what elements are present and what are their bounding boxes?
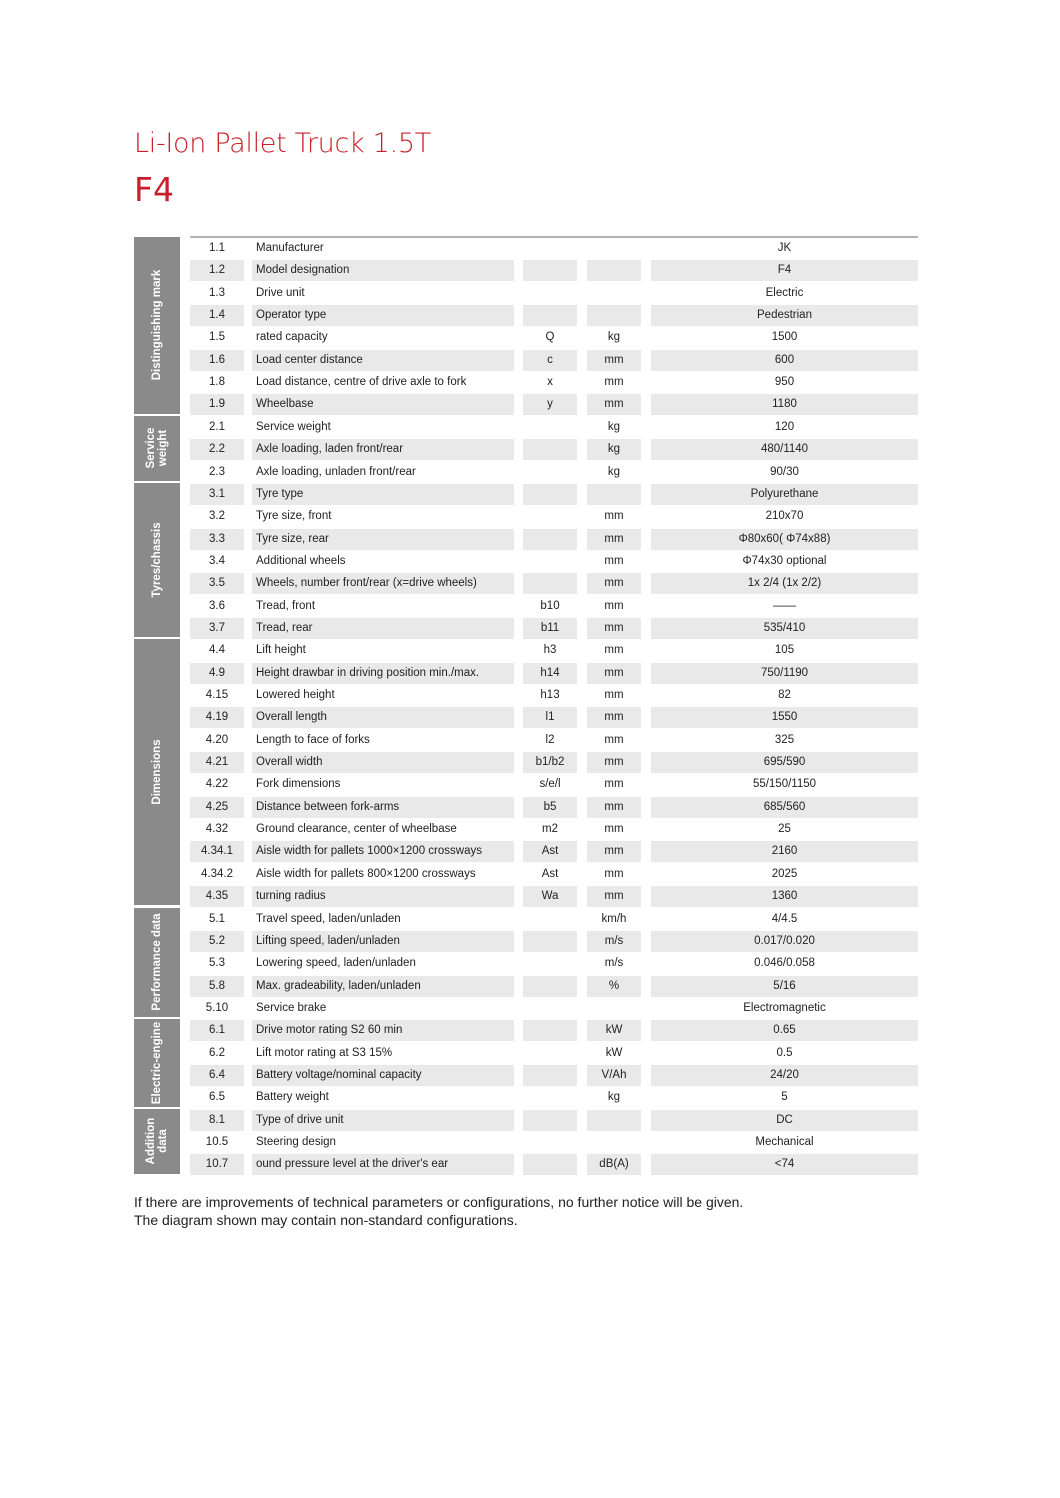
row-value: Mechanical bbox=[755, 1136, 814, 1148]
table-row bbox=[190, 326, 918, 348]
row-description: Operator type bbox=[252, 305, 514, 326]
row-description: Service brake bbox=[256, 1001, 327, 1014]
row-unit: dB(A) bbox=[587, 1154, 641, 1175]
row-unit bbox=[587, 998, 641, 1019]
table-row bbox=[190, 930, 918, 952]
row-value: Φ80x60( Φ74x88) bbox=[651, 529, 918, 550]
row-number: 5.3 bbox=[209, 957, 225, 970]
row-description: Service weight bbox=[256, 420, 331, 433]
row-symbol bbox=[523, 484, 577, 505]
row-value: 950 bbox=[774, 376, 795, 389]
row-value: Electromagnetic bbox=[743, 1001, 826, 1014]
row-unit: mm bbox=[587, 707, 641, 728]
row-description: Aisle width for pallets 800×1200 crossways bbox=[256, 867, 476, 880]
row-symbol bbox=[523, 305, 577, 326]
row-unit: kg bbox=[607, 1091, 621, 1104]
row-description: Battery weight bbox=[256, 1091, 329, 1104]
section-group bbox=[134, 237, 180, 416]
row-description: Type of drive unit bbox=[252, 1110, 514, 1131]
row-symbol bbox=[523, 931, 577, 952]
row-number: 10.7 bbox=[190, 1154, 244, 1175]
row-unit: mm bbox=[587, 752, 641, 773]
row-description: Tyre size, front bbox=[256, 510, 332, 523]
row-symbol bbox=[523, 462, 577, 483]
row-number: 3.2 bbox=[209, 510, 225, 523]
row-number: 1.6 bbox=[190, 350, 244, 371]
table-row bbox=[190, 416, 918, 438]
model-name: F4 bbox=[134, 170, 174, 209]
row-unit: mm bbox=[587, 618, 641, 639]
row-number: 4.21 bbox=[190, 752, 244, 773]
row-number: 2.1 bbox=[209, 420, 225, 433]
row-symbol: m2 bbox=[542, 823, 558, 836]
row-unit: % bbox=[587, 976, 641, 997]
row-number: 4.15 bbox=[205, 689, 229, 701]
table-row bbox=[190, 952, 918, 974]
row-symbol: Q bbox=[545, 331, 555, 344]
section-label: Electric-engine bbox=[151, 1021, 163, 1105]
row-description: Aisle width for pallets 1000×1200 crossways bbox=[252, 841, 514, 862]
row-description: Lift motor rating at S3 15% bbox=[256, 1046, 393, 1059]
table-row bbox=[190, 706, 918, 728]
table-row bbox=[190, 237, 918, 259]
row-description: Overall length bbox=[252, 707, 514, 728]
row-unit: mm bbox=[604, 644, 624, 657]
table-row bbox=[190, 595, 918, 617]
row-number: 5.1 bbox=[209, 912, 225, 925]
row-symbol bbox=[523, 283, 577, 304]
row-number: 1.5 bbox=[209, 331, 225, 344]
row-number: 4.20 bbox=[205, 733, 229, 746]
row-number: 4.4 bbox=[209, 644, 225, 657]
row-number: 4.32 bbox=[205, 823, 229, 836]
section-group bbox=[134, 639, 180, 907]
row-symbol: Ast bbox=[523, 841, 577, 862]
row-description: Wheelbase bbox=[252, 394, 514, 415]
row-description: Tread, front bbox=[256, 599, 316, 612]
row-unit: km/h bbox=[601, 912, 627, 925]
row-number: 1.3 bbox=[209, 286, 225, 299]
row-unit: mm bbox=[604, 689, 624, 701]
row-description: ound pressure level at the driver's ear bbox=[252, 1154, 514, 1175]
row-unit: mm bbox=[604, 376, 624, 389]
row-unit: m/s bbox=[587, 931, 641, 952]
row-number: 4.35 bbox=[190, 886, 244, 907]
row-symbol bbox=[523, 1043, 577, 1064]
row-value: 0.017/0.020 bbox=[651, 931, 918, 952]
row-number: 3.3 bbox=[190, 529, 244, 550]
table-row bbox=[190, 773, 918, 795]
table-row bbox=[190, 1086, 918, 1108]
row-symbol: y bbox=[523, 394, 577, 415]
row-value: 1500 bbox=[771, 331, 798, 344]
table-row bbox=[190, 751, 918, 773]
row-number: 3.6 bbox=[209, 599, 225, 612]
row-value: Polyurethane bbox=[651, 484, 918, 505]
row-symbol bbox=[523, 529, 577, 550]
row-number: 6.5 bbox=[209, 1091, 225, 1104]
table-row bbox=[190, 483, 918, 505]
table-row bbox=[190, 1109, 918, 1131]
row-symbol: h13 bbox=[540, 689, 560, 701]
row-symbol bbox=[523, 238, 577, 259]
row-unit bbox=[587, 283, 641, 304]
row-unit: mm bbox=[587, 529, 641, 550]
table-row bbox=[190, 975, 918, 997]
row-unit: mm bbox=[604, 554, 624, 567]
row-unit: mm bbox=[587, 841, 641, 862]
row-description: Max. gradeability, laden/unladen bbox=[252, 976, 514, 997]
row-unit: mm bbox=[604, 867, 624, 880]
table-row bbox=[190, 349, 918, 371]
row-description: Axle loading, unladen front/rear bbox=[256, 465, 416, 478]
row-unit: mm bbox=[604, 778, 624, 791]
row-description: Battery voltage/nominal capacity bbox=[252, 1065, 514, 1086]
table-row bbox=[190, 304, 918, 326]
row-symbol bbox=[523, 953, 577, 974]
section-group bbox=[134, 416, 180, 483]
row-value: 1180 bbox=[651, 394, 918, 415]
row-value: Φ74x30 optional bbox=[742, 554, 827, 567]
section-group bbox=[134, 1109, 180, 1176]
row-value: DC bbox=[651, 1110, 918, 1131]
row-symbol: l2 bbox=[545, 733, 555, 746]
row-number: 4.34.2 bbox=[201, 867, 233, 880]
row-unit: V/Ah bbox=[587, 1065, 641, 1086]
row-symbol: b1/b2 bbox=[523, 752, 577, 773]
row-symbol: h14 bbox=[523, 663, 577, 684]
row-number: 4.9 bbox=[190, 663, 244, 684]
row-unit: kW bbox=[587, 1020, 641, 1041]
row-description: Tyre size, rear bbox=[252, 529, 514, 550]
row-number: 5.2 bbox=[190, 931, 244, 952]
row-description: Tyre type bbox=[252, 484, 514, 505]
row-value: 2160 bbox=[651, 841, 918, 862]
row-value: 90/30 bbox=[770, 465, 799, 478]
row-description: Fork dimensions bbox=[256, 778, 341, 791]
table-row bbox=[190, 863, 918, 885]
table-row bbox=[190, 461, 918, 483]
row-number: 3.4 bbox=[209, 554, 225, 567]
row-number: 4.19 bbox=[190, 707, 244, 728]
row-description: Load center distance bbox=[252, 350, 514, 371]
row-number: 3.7 bbox=[190, 618, 244, 639]
footnote-line: If there are improvements of technical parameters or configurations, no further notice will be given. bbox=[134, 1194, 744, 1210]
row-description: Axle loading, laden front/rear bbox=[252, 439, 514, 460]
row-number: 5.10 bbox=[205, 1001, 229, 1014]
row-symbol: Wa bbox=[523, 886, 577, 907]
table-row bbox=[190, 908, 918, 930]
row-value: 25 bbox=[778, 823, 791, 836]
table-row bbox=[190, 259, 918, 281]
table-row bbox=[190, 1153, 918, 1175]
row-symbol bbox=[523, 1065, 577, 1086]
row-unit bbox=[587, 260, 641, 281]
row-number: 6.4 bbox=[190, 1065, 244, 1086]
table-row bbox=[190, 1042, 918, 1064]
table-row bbox=[190, 840, 918, 862]
row-unit: mm bbox=[587, 573, 641, 594]
row-symbol: b11 bbox=[523, 618, 577, 639]
table-row bbox=[190, 885, 918, 907]
row-symbol: l1 bbox=[523, 707, 577, 728]
row-unit: kg bbox=[587, 439, 641, 460]
row-value: —— bbox=[773, 599, 796, 612]
row-number: 8.1 bbox=[190, 1110, 244, 1131]
section-group bbox=[134, 1019, 180, 1108]
row-value: 750/1190 bbox=[651, 663, 918, 684]
row-description: Travel speed, laden/unladen bbox=[256, 912, 401, 925]
row-value: 120 bbox=[774, 420, 795, 433]
row-description: Ground clearance, center of wheelbase bbox=[256, 823, 457, 836]
row-number: 1.1 bbox=[209, 242, 225, 254]
table-row bbox=[190, 550, 918, 572]
row-symbol: Ast bbox=[541, 867, 559, 880]
row-unit bbox=[587, 1110, 641, 1131]
row-value: 0.65 bbox=[651, 1020, 918, 1041]
row-symbol bbox=[523, 506, 577, 527]
row-symbol bbox=[523, 1110, 577, 1131]
table-row bbox=[190, 997, 918, 1019]
footnote-line: The diagram shown may contain non-standard configurations. bbox=[134, 1212, 518, 1228]
row-description: Lift height bbox=[256, 644, 306, 657]
row-description: Distance between fork-arms bbox=[252, 797, 514, 818]
row-description: Drive unit bbox=[256, 286, 305, 299]
row-symbol bbox=[523, 260, 577, 281]
table-row bbox=[190, 796, 918, 818]
row-description: Overall width bbox=[252, 752, 514, 773]
footnote bbox=[134, 1193, 743, 1229]
row-unit: kg bbox=[607, 465, 621, 478]
row-value: 55/150/1150 bbox=[752, 778, 817, 791]
row-number: 1.9 bbox=[190, 394, 244, 415]
row-value: 1360 bbox=[651, 886, 918, 907]
row-unit bbox=[587, 305, 641, 326]
table-row bbox=[190, 662, 918, 684]
row-description: Lifting speed, laden/unladen bbox=[252, 931, 514, 952]
row-number: 2.2 bbox=[190, 439, 244, 460]
row-description: Additional wheels bbox=[256, 554, 346, 567]
row-symbol bbox=[523, 976, 577, 997]
row-number: 1.2 bbox=[190, 260, 244, 281]
row-description: Height drawbar in driving position min./max. bbox=[252, 663, 514, 684]
row-number: 1.4 bbox=[190, 305, 244, 326]
row-number: 5.8 bbox=[190, 976, 244, 997]
row-number: 4.34.1 bbox=[190, 841, 244, 862]
row-description: Load distance, centre of drive axle to fork bbox=[256, 376, 467, 389]
row-symbol: b5 bbox=[523, 797, 577, 818]
row-unit: mm bbox=[587, 394, 641, 415]
row-symbol bbox=[523, 1154, 577, 1175]
row-description: turning radius bbox=[252, 886, 514, 907]
row-description: Drive motor rating S2 60 min bbox=[252, 1020, 514, 1041]
row-value: 1x 2/4 (1x 2/2) bbox=[651, 573, 918, 594]
row-value: <74 bbox=[651, 1154, 918, 1175]
row-value: 5 bbox=[781, 1091, 788, 1104]
row-description: Manufacturer bbox=[256, 242, 324, 254]
row-symbol bbox=[523, 909, 577, 930]
row-unit: m/s bbox=[604, 957, 624, 970]
table-row bbox=[190, 818, 918, 840]
row-symbol bbox=[523, 1087, 577, 1108]
row-description: Steering design bbox=[256, 1136, 336, 1148]
row-symbol: h3 bbox=[543, 644, 557, 657]
row-number: 3.1 bbox=[190, 484, 244, 505]
row-unit: kW bbox=[605, 1046, 623, 1059]
row-unit: mm bbox=[587, 886, 641, 907]
row-description: rated capacity bbox=[256, 331, 328, 344]
row-value: Pedestrian bbox=[651, 305, 918, 326]
section-label: Addition data bbox=[145, 1117, 169, 1165]
row-number: 10.5 bbox=[205, 1136, 229, 1148]
row-unit: mm bbox=[587, 350, 641, 371]
row-symbol: b10 bbox=[540, 599, 560, 612]
row-symbol bbox=[523, 1132, 577, 1153]
row-value: 695/590 bbox=[651, 752, 918, 773]
row-number: 4.22 bbox=[205, 778, 229, 791]
row-symbol bbox=[523, 417, 577, 438]
table-row bbox=[190, 729, 918, 751]
row-number: 6.2 bbox=[209, 1046, 225, 1059]
row-value: 325 bbox=[774, 733, 795, 746]
row-value: JK bbox=[777, 242, 792, 254]
row-number: 6.1 bbox=[190, 1020, 244, 1041]
row-unit: mm bbox=[587, 663, 641, 684]
section-label: Tyres/chassis bbox=[151, 522, 163, 598]
row-description: Tread, rear bbox=[252, 618, 514, 639]
table-row bbox=[190, 393, 918, 415]
row-number: 4.25 bbox=[190, 797, 244, 818]
row-description: Lowering speed, laden/unladen bbox=[256, 957, 416, 970]
row-value: 2025 bbox=[771, 867, 798, 880]
table-row bbox=[190, 684, 918, 706]
table-row bbox=[190, 572, 918, 594]
table-row bbox=[190, 282, 918, 304]
row-unit: mm bbox=[604, 510, 624, 523]
row-description: Lowered height bbox=[256, 689, 335, 701]
row-number: 1.8 bbox=[209, 376, 225, 389]
row-symbol: c bbox=[523, 350, 577, 371]
row-value: 82 bbox=[778, 689, 791, 701]
row-symbol: x bbox=[547, 376, 553, 389]
section-label: Dimensions bbox=[151, 739, 163, 805]
page-title: Li-Ion Pallet Truck 1.5T bbox=[134, 128, 431, 159]
table-row bbox=[190, 1131, 918, 1153]
row-value: 0.046/0.058 bbox=[754, 957, 815, 970]
section-label: Performance data bbox=[151, 913, 163, 1011]
row-unit: kg bbox=[607, 420, 621, 433]
section-group bbox=[134, 908, 180, 1020]
row-value: 210x70 bbox=[765, 510, 804, 523]
row-description: Wheels, number front/rear (x=drive wheels) bbox=[252, 573, 514, 594]
section-group bbox=[134, 483, 180, 639]
table-row bbox=[190, 639, 918, 661]
row-value: F4 bbox=[651, 260, 918, 281]
row-unit: mm bbox=[604, 599, 624, 612]
row-unit: kg bbox=[607, 331, 621, 344]
row-value: 4/4.5 bbox=[771, 912, 798, 925]
row-number: 3.5 bbox=[190, 573, 244, 594]
row-symbol: s/e/l bbox=[539, 778, 561, 791]
table-row bbox=[190, 617, 918, 639]
row-value: 480/1140 bbox=[651, 439, 918, 460]
row-unit bbox=[587, 484, 641, 505]
row-symbol bbox=[523, 1020, 577, 1041]
section-label: Service weight bbox=[145, 427, 169, 469]
row-value: 685/560 bbox=[651, 797, 918, 818]
table-row bbox=[190, 528, 918, 550]
section-label: Distinguishing mark bbox=[151, 270, 163, 381]
row-value: 24/20 bbox=[651, 1065, 918, 1086]
row-unit: mm bbox=[587, 797, 641, 818]
table-row bbox=[190, 1019, 918, 1041]
row-value: 105 bbox=[774, 644, 795, 657]
table-row bbox=[190, 438, 918, 460]
row-unit bbox=[587, 1132, 641, 1153]
row-description: Length to face of forks bbox=[256, 733, 370, 746]
row-unit: mm bbox=[604, 733, 624, 746]
table-row bbox=[190, 371, 918, 393]
row-value: 535/410 bbox=[651, 618, 918, 639]
row-value: 600 bbox=[651, 350, 918, 371]
row-value: 5/16 bbox=[651, 976, 918, 997]
row-symbol bbox=[523, 573, 577, 594]
row-unit bbox=[587, 238, 641, 259]
row-value: 1550 bbox=[651, 707, 918, 728]
row-value: 0.5 bbox=[776, 1046, 793, 1059]
row-symbol bbox=[523, 998, 577, 1019]
row-symbol bbox=[523, 551, 577, 572]
table-row bbox=[190, 505, 918, 527]
row-symbol bbox=[523, 439, 577, 460]
row-description: Model designation bbox=[252, 260, 514, 281]
row-unit: mm bbox=[604, 823, 624, 836]
row-value: Electric bbox=[765, 286, 804, 299]
row-number: 2.3 bbox=[209, 465, 225, 478]
table-row bbox=[190, 1064, 918, 1086]
